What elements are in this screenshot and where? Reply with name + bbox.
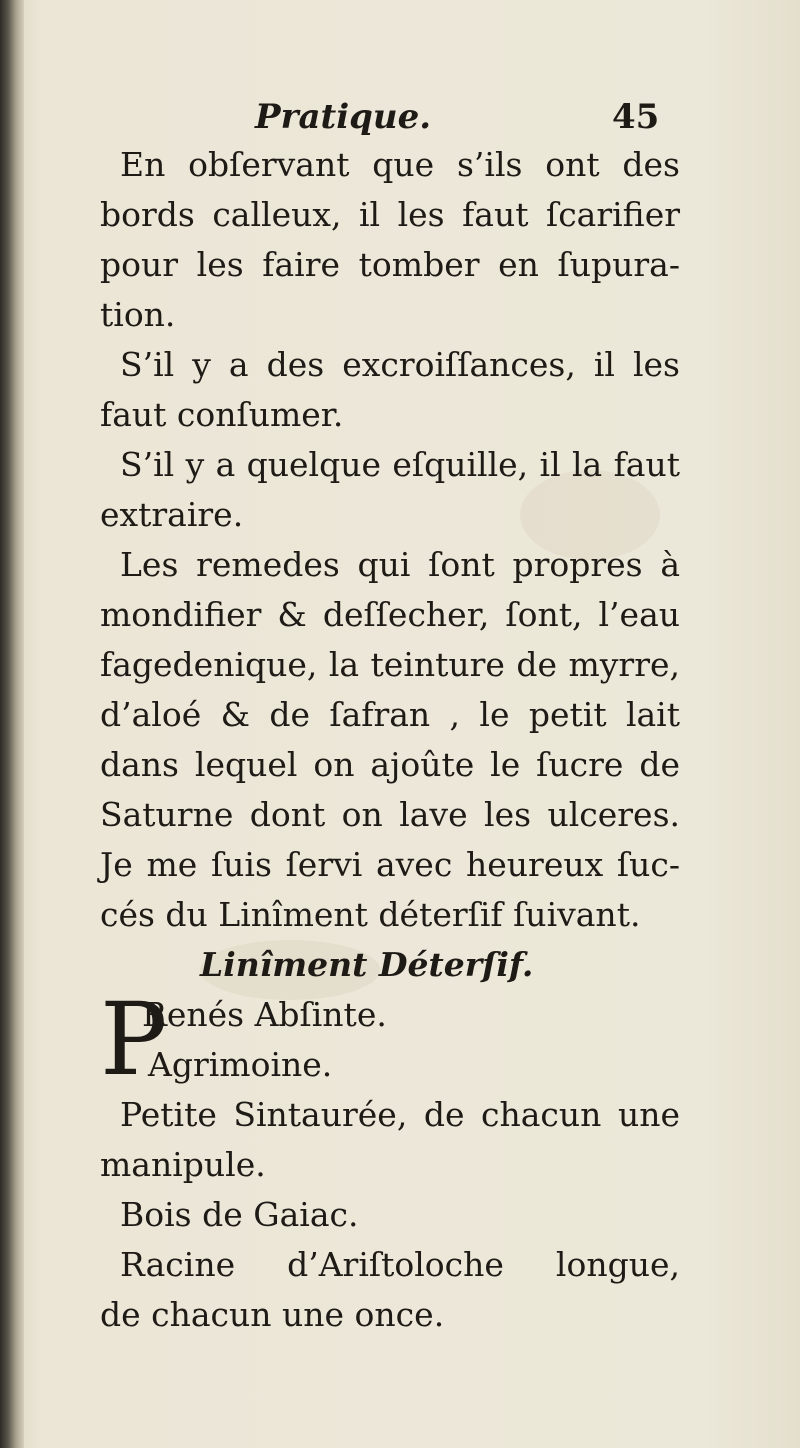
text-line: Les remedes qui ſont propres à xyxy=(120,545,680,584)
recipe-item: Renés Abſinte. xyxy=(142,995,387,1034)
text-line: extraire. xyxy=(100,495,244,534)
running-title: Pratique. xyxy=(255,97,432,137)
text-line: cés du Linîment déterſif ſuivant. xyxy=(100,895,641,934)
page-number: 45 xyxy=(612,97,660,137)
text-line: faut conſumer. xyxy=(100,395,344,434)
text-line: En obſervant que s’ils ont des xyxy=(120,145,680,184)
text-line: S’il y a des excroiſſances, il les xyxy=(120,345,680,384)
drop-cap: P xyxy=(100,981,168,1098)
recipe-item: manipule. xyxy=(100,1145,266,1184)
page-gutter xyxy=(0,0,24,1448)
body-text xyxy=(100,140,680,1340)
text-line: S’il y a quelque eſquille, il la faut xyxy=(120,445,680,484)
text-line: bords calleux, il les faut ſcarifier xyxy=(100,195,680,234)
text-line: mondifier & deſſecher, ſont, l’eau xyxy=(100,595,680,634)
recipe-item: de chacun une once. xyxy=(100,1295,445,1334)
text-line: pour les faire tomber en ſupura- xyxy=(100,245,680,284)
text-line: d’aloé & de ſafran , le petit lait xyxy=(100,695,680,734)
page-header xyxy=(0,92,800,142)
recipe-item: Petite Sintaurée, de chacun une xyxy=(120,1095,680,1134)
recipe-item: Bois de Gaiac. xyxy=(120,1195,359,1234)
recipe-item: Racine d’Ariſtoloche longue, xyxy=(120,1245,680,1284)
text-line: tion. xyxy=(100,295,176,334)
recipe-item: Agrimoine. xyxy=(148,1045,333,1084)
recipe-title: Linîment Déterſif. xyxy=(200,945,534,984)
text-line: dans lequel on ajoûte le ſucre de xyxy=(100,745,680,784)
text-line: Saturne dont on lave les ulceres. xyxy=(100,795,680,834)
recipe-list xyxy=(100,981,680,1340)
text-line: Je me ſuis ſervi avec heureux ſuc- xyxy=(100,845,680,884)
text-line: fagedenique, la teinture de myrre, xyxy=(100,645,680,684)
